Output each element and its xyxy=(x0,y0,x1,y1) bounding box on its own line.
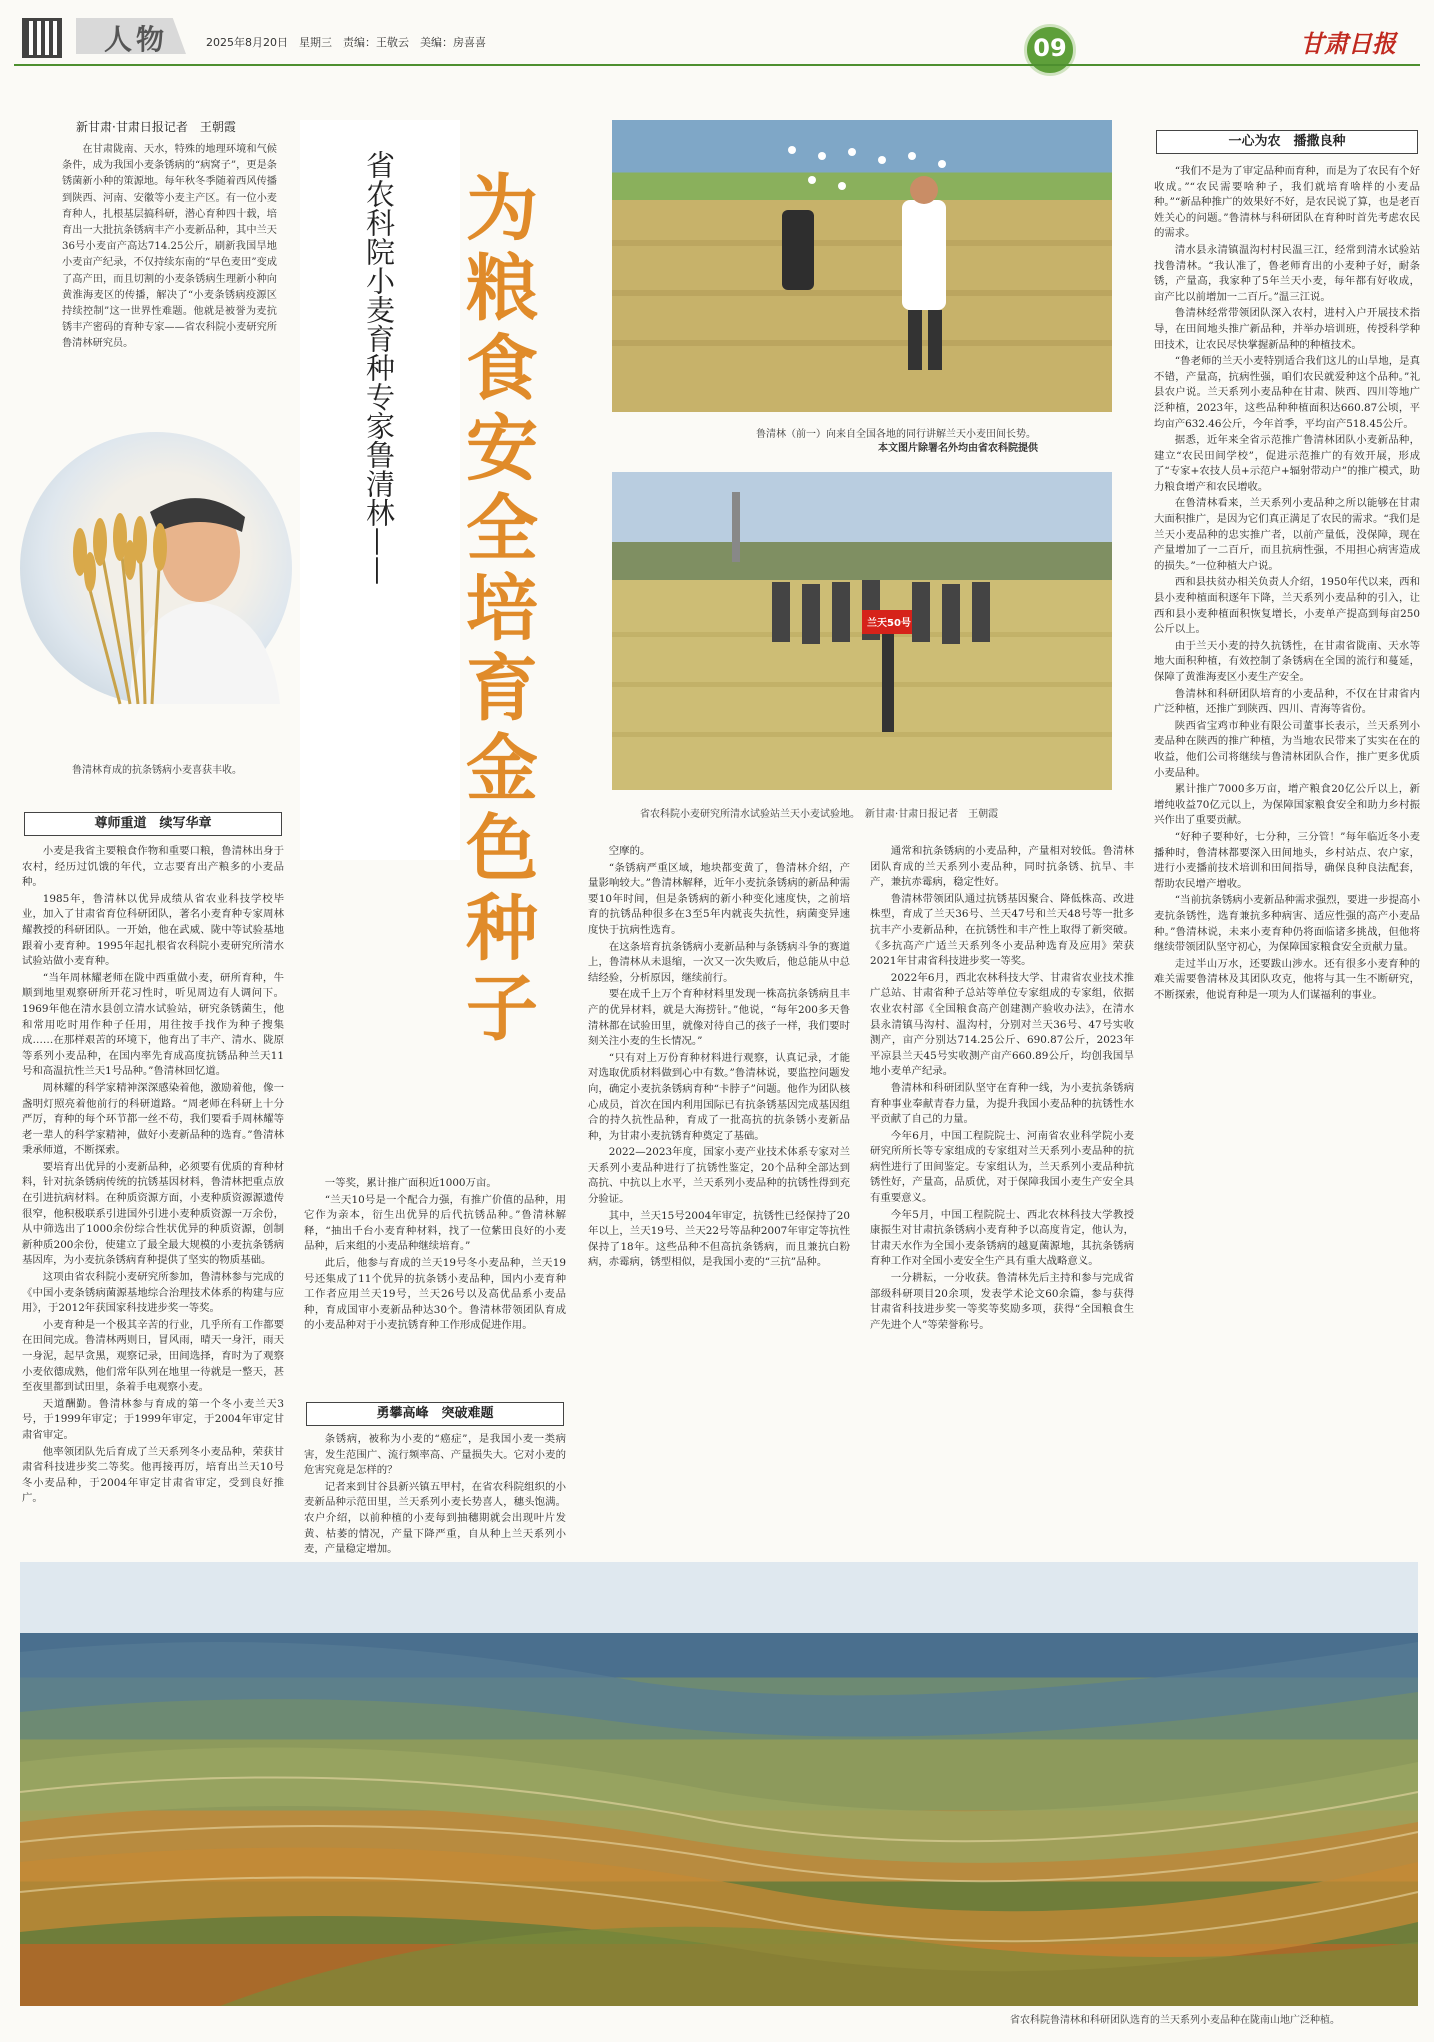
body-paragraph: 周林耀的科学家精神深深感染着他，激励着他，像一盏明灯照亮着他前行的科研道路。“周老师在科研上十分严厉，育种的每个环节都一丝不苟，我们要看手周林耀等老一辈人的科学家精神，做好小麦新品种的选育。”鲁清林秉承师道，不断探索。 xyxy=(22,1081,284,1157)
body-paragraph: 记者来到甘谷县新兴镇五甲村，在省农科院组织的小麦新品种示范田里，兰天系列小麦长势喜人，穗头饱满。农户介绍，以前种植的小麦每到抽穗期就会出现叶片发黄、枯萎的情况，产量下降严重，自从种上兰天系列小麦，产量稳定增加。 xyxy=(304,1480,566,1556)
body-paragraph: 清水县永清镇温沟村村民温三江，经常到清水试验站找鲁清林。“我认准了，鲁老师育出的小麦种子好，耐条锈，产量高，我家种了5年兰天小麦，每年都有好收成，亩产比以前增加一二百斤。”温三江说。 xyxy=(1154,243,1420,303)
body-paragraph: 在鲁清林看来，兰天系列小麦品种之所以能够在甘肃大面积推广，是因为它们真正满足了农民的需求。“我们是兰天小麦品种的忠实推广者，以前产量低，没保障，现在产量增加了一二百斤，而且抗病性强，不用担心病害造成的损失。”一位种植大户说。 xyxy=(1154,497,1420,572)
photo1-caption: 鲁清林（前一）向来自全国各地的同行讲解兰天小麦田间长势。 xyxy=(756,429,1036,440)
body-paragraph: “条锈病严重区域，地块都变黄了，鲁清林介绍，产量影响较大。”鲁清林解释，近年小麦抗条锈病的新品种需要10年时间，但是条锈病的新小种变化速度快，之前培育的抗锈品种很多在3至5年内就丧失抗性，病菌变异速度快于抗病性选育。 xyxy=(588,861,850,936)
masthead-logo: 甘肃日报 xyxy=(1300,29,1396,58)
headline-main: 为粮食安全培育金色种子 xyxy=(454,170,539,1050)
issue-date-editors: 2025年8月20日 星期三 责编：王敬云 美编：房喜喜 xyxy=(206,36,486,49)
body-paragraph: 据悉，近年来全省示范推广鲁清林团队小麦新品种，建立“农民田间学校”，促进示范推广的有效开展，形成了“专家+农技人员+示范户+辐射带动户”的推广模式，助力粮食增产和农民增收。 xyxy=(1154,434,1420,493)
body-paragraph: 小麦是我省主要粮食作物和重要口粮，鲁清林出身于农村，经历过饥饿的年代，立志要育出产粮多的小麦品种。 xyxy=(22,845,284,889)
byline: 新甘肃·甘肃日报记者 王朝霞 xyxy=(76,120,236,134)
headline-deck-text: 省农科院小麦育种专家鲁清林—— xyxy=(362,150,396,585)
body-paragraph: “兰天10号是一个配合力强，有推广价值的品种，用它作为亲本，衍生出优异的后代抗锈品种。”鲁清林解释，“抽出千台小麦育种材料，找了一位紫田良好的小麦品种，后来组的小麦品种继续培育。” xyxy=(304,1193,566,1253)
page-header xyxy=(0,0,1434,66)
body-paragraph: 要在成千上万个育种材料里发现一株高抗条锈病且丰产的优异材料，就是大海捞针。”他说，“每年200多天鲁清林都在试验田里，就像对待自己的孩子一样，我们要时刻关注小麦的生长情况。” xyxy=(588,988,850,1048)
body-paragraph: “我们不是为了审定品种而育种，而是为了农民有个好收成。”“农民需要啥种子，我们就培育啥样的小麦品种。”“新品种推广的效果好不好，是农民说了算，也是老百姓关心的问题。”鲁清林与科研团队在育种时首先考虑农民的需求。 xyxy=(1154,165,1420,240)
body-paragraph: 西和县扶贫办相关负责人介绍，1950年代以来，西和县小麦种植面积逐年下降，兰天系列小麦品种的引入，让西和县小麦种植面积恢复增长，小麦单产提高到每亩250公斤以上。 xyxy=(1154,576,1420,636)
body-paragraph: 今年6月，中国工程院院士、河南省农业科学院小麦研究所所长等专家组成的专家组对兰天系列小麦品种的抗病性进行了田间鉴定。专家组认为，兰天系列小麦品种抗锈性好，产量高，品质优，对于保障我国小麦生产安全具有重要意义。 xyxy=(870,1129,1134,1205)
body-paragraph: 通常和抗条锈病的小麦品种，产量相对较低。鲁清林团队育成的兰天系列小麦品种，同时抗条锈、抗旱、丰产，兼抗赤霉病，稳定性好。 xyxy=(870,845,1134,889)
body-paragraph: 这项由省农科院小麦研究所参加，鲁清林参与完成的《中国小麦条锈病菌源基地综合治理技术体系的构建与应用》，于2012年获国家科技进步奖一等奖。 xyxy=(22,1271,284,1315)
landscape-photo xyxy=(20,1562,1418,2006)
column-3 xyxy=(588,844,850,1552)
test-field-photo xyxy=(612,472,1112,790)
body-paragraph: “鲁老师的兰天小麦特别适合我们这儿的山旱地，是真不错，产量高，抗病性强，咱们农民就爱种这个品种。”礼县农户说。兰天系列小麦品种在甘肃、陕西、四川等地广泛种植，2023年，这些品种种植面积达660.87公顷，平均亩产632.46公斤，今年首季，平均亩产518.45公斤。 xyxy=(1154,355,1420,430)
body-paragraph: 累计推广7000多万亩，增产粮食20亿公斤以上，新增纯收益70亿元以上，为保障国家粮食安全和助力乡村振兴作出了重要贡献。 xyxy=(1154,783,1420,827)
body-paragraph: 由于兰天小麦的持久抗锈性，在甘肃省陇南、天水等地大面积种植，有效控制了条锈病在全国的流行和蔓延，保障了黄淮海麦区小麦生产安全。 xyxy=(1154,639,1420,683)
portrait-photo xyxy=(20,432,292,704)
body-paragraph: 鲁清林和科研团队坚守在育种一线，为小麦抗条锈病育种事业奉献青春力量，为提升我国小麦品种的抗锈性水平贡献了自己的力量。 xyxy=(870,1081,1134,1126)
section-title-1: 尊师重道 续写华章 xyxy=(24,812,282,836)
body-paragraph: 在这条培育抗条锈病小麦新品种与条锈病斗争的赛道上，鲁清林从未退缩，一次又一次失败后，他总能从中总结经验，分析原因，继续前行。 xyxy=(588,940,850,984)
body-paragraph: 空摩的。 xyxy=(608,845,651,857)
column-1 xyxy=(22,844,284,1505)
header-rule xyxy=(14,64,1420,66)
photo-credit: 本文图片除署名外均由省农科院提供 xyxy=(878,443,1038,454)
body-paragraph: “当前抗条锈病小麦新品种需求强烈，要进一步提高小麦抗条锈性，选育兼抗多种病害、适应性强的高产小麦品种。”鲁清林说，未来小麦育种仍将面临诸多挑战，但他将继续带领团队坚守初心，为保障国家粮食安全贡献力量。 xyxy=(1154,894,1420,954)
body-paragraph: 小麦育种是一个极其辛苦的行业，几乎所有工作都要在田间完成。鲁清林两则日，冒风雨，晴天一身汗，雨天一身泥，起早贪黑，观察记录，田间选择，育时为了观察小麦依德成熟，他们常年队列在地里一待就是一整天，甚至夜里都到试田里，条着手电观察小麦。 xyxy=(22,1318,284,1394)
variety-sign: 兰天50号 xyxy=(867,618,911,629)
field-visit-photo xyxy=(612,120,1112,412)
body-paragraph: 一分耕耘，一分收获。鲁清林先后主持和参与完成省部级科研项目20余项，发表学术论文60余篇，参与获得甘肃省科技进步奖一等奖等奖励多项，获得“全国粮食生产先进个人”等荣誉称号。 xyxy=(870,1272,1134,1331)
body-paragraph: 要培育出优异的小麦新品种，必须要有优质的育种材料，针对抗条锈病传统的抗锈基因材料，鲁清林把重点放在引进抗病材料。在种质资源方面，小麦种质资源源遗传很窄，他积极联系引进国外引进小麦种质资源一万余份，从中筛选出了1000余份综合性状优异的种质资源，创制新种质200余份，使建立了最全最大规模的小麦抗条锈病基因库，为小麦抗条锈病育种提供了坚实的物质基础。 xyxy=(22,1160,284,1267)
landscape-caption: 省农科院鲁清林和科研团队选育的兰天系列小麦品种在陇南山地广泛种植。 xyxy=(1010,2015,1340,2026)
body-paragraph: 其中，兰天15号2004年审定，抗锈性已经保持了20年以上，兰天19号、兰天22号等品种2007年审定等抗性保持了18年。这些品种不但高抗条锈病，而且兼抗白粉病，赤霉病，锈型相似，是我国小麦的“三抗”品种。 xyxy=(588,1209,850,1269)
column-4 xyxy=(870,844,1134,1552)
body-paragraph: 他率领团队先后育成了兰天系列冬小麦品种，荣获甘肃省科技进步奖二等奖。他再接再厉，培育出兰天10号冬小麦品种，于2004年审定甘肃省审定，受到良好推广。 xyxy=(22,1445,284,1505)
section-title-2: 勇攀高峰 突破难题 xyxy=(306,1402,564,1426)
qr-code xyxy=(22,18,62,58)
body-paragraph: 2022年6月，西北农林科技大学、甘肃省农业技术推广总站、甘肃省种子总站等单位专家组成的专家组，依据农业农村部《全国粮食高产创建测产验收办法》，在清水县永清镇马沟村、温沟村，分别对兰天36号、47号实收测产，亩产分别达714.25公斤、690.87公斤，2023年平凉县兰天45号实收测产亩产660.89公斤，均创我国旱地小麦单产纪录。 xyxy=(870,971,1134,1078)
body-paragraph: 1985年，鲁清林以优异成绩从省农业科技学校毕业，加入了甘肃省育位科研团队，著名小麦育种专家周林耀教授的科研团队。一开始，他在武威、陇中等试验基地跟着小麦育种。1995年起扎根省农科院小麦研究所清水试验站做小麦育种。 xyxy=(22,892,284,968)
body-paragraph: “好种子要种好，七分种，三分管！”每年临近冬小麦播种时，鲁清林都要深入田间地头，乡村站点、农户家，进行小麦播前技术培训和田间指导，确保良种良法配套，帮助农民增产增收。 xyxy=(1154,830,1420,890)
column-2a xyxy=(304,1176,566,1396)
body-paragraph: 此后，他参与育成的兰天19号冬小麦品种，兰天19号还集成了11个优异的抗条锈小麦品种，国内小麦育种工作者应用兰天19号，兰天26号以及高优品系小麦品种，育成国审小麦新品种达30个。鲁清林带领团队育成的小麦品种对于小麦抗锈育种工作形成促进作用。 xyxy=(304,1256,566,1332)
body-paragraph: 鲁清林经常带领团队深入农村，进村入户开展技术指导，在田间地头推广新品种，并举办培训班，传授科学种田技术，让农民尽快掌握新品种的种植技术。 xyxy=(1154,307,1420,351)
section-title-3: 一心为农 播撒良种 xyxy=(1156,130,1418,154)
body-paragraph: 2022—2023年度，国家小麦产业技术体系专家对兰天系列小麦品种进行了抗锈性鉴定，20个品种全部达到高抗、中抗以上水平，兰天系列小麦品种的抗锈性得到充分验证。 xyxy=(588,1146,850,1206)
lead-paragraph: 在甘肃陇南、天水，特殊的地理环境和气候条件，成为我国小麦条锈病的“病窝子”，更是条锈菌新小种的策源地。每年秋冬季随着西风传播到陕西、河南、安徽等小麦主产区。有一位小麦育种人，扎根基层搞科研，潜心育种四十载，培育出一大批抗条锈病丰产小麦新品种，其中兰天36号小麦亩产高达714.25公斤，刷新我国旱地小麦亩产纪录，不仅持续东南的“早色麦田”变成了高产田，而且切割的小麦条锈病生理新小种向黄淮海麦区的传播，解决了“小麦条锈病疫源区持续控制”这一世界性难题。他就是被誉为麦抗锈丰产密码的育种专家——省农科院小麦研究所鲁清林研究员。 xyxy=(62,144,277,350)
body-paragraph: 天道酬勤。鲁清林参与育成的第一个冬小麦兰天3号，于1999年审定；于1999年审定，于2004年审定甘肃省审定。 xyxy=(22,1397,284,1441)
body-paragraph: “当年周林耀老师在陇中西重做小麦，研所育种，牛顺到地里观察研所开花习性时，听见周边有人调问下。1969年他在清水县创立清水试验站，研究条锈菌生，他和常用吃时用作种子任用，用往按手找作为种子搜集成……在那样艰苦的环境下，他育出了丰产、清水、陇原等系列小麦品种，在国内率先育成高度抗锈品种兰天11号和高温抗性兰天1号品种。”鲁清林回忆道。 xyxy=(22,971,284,1078)
body-paragraph: 鲁清林带领团队通过抗锈基因聚合、降低株高、改进株型，育成了兰天36号、兰天47号和兰天48号等一批多抗丰产小麦新品种，在抗锈性和丰产性上取得了新突破。《多抗高产广适兰天系列冬小麦品种选育及应用》荣获2021年甘肃省科技进步奖一等奖。 xyxy=(870,892,1134,968)
portrait-caption: 鲁清林育成的抗条锈病小麦喜获丰收。 xyxy=(72,765,242,776)
page-number: 09 xyxy=(1033,34,1067,62)
column-5 xyxy=(1154,164,1420,1552)
body-paragraph: 今年5月，中国工程院院士、西北农林科技大学教授康振生对甘肃抗条锈病小麦育种予以高度肯定，他认为，甘肃天水作为全国小麦条锈病的越夏菌源地，其抗条锈病育种工作对全国小麦安全生产具有重大战略意义。 xyxy=(870,1208,1134,1268)
photo2-caption: 省农科院小麦研究所清水试验站兰天小麦试验地。 新甘肃·甘肃日报记者 王朝霞 xyxy=(640,809,999,820)
column-2b xyxy=(304,1432,566,1556)
body-paragraph: 陕西省宝鸡市种业有限公司董事长表示，兰天系列小麦品种在陕西的推广种植，为当地农民带来了实实在在的收益，他们公司将继续与鲁清林团队合作，推广更多优质小麦品种。 xyxy=(1154,719,1420,779)
body-paragraph: “只有对上万份育种材料进行观察，认真记录，才能对选取优质材料做到心中有数。”鲁清林说，要监控问题发向，确定小麦抗条锈病育种“卡脖子”问题。他作为团队核心成员，首次在国内利用国际已有抗条锈基因完成基因组合的持久抗性品种，育成了一批高抗的抗条锈小麦新品种，为甘肃小麦抗锈育种奠定了基础。 xyxy=(588,1051,850,1142)
section-name: 人物 xyxy=(104,23,169,56)
body-paragraph: 条锈病，被称为小麦的“癌症”，是我国小麦一类病害，发生范围广、流行频率高、产量损失大。它对小麦的危害究竟是怎样的？ xyxy=(304,1433,566,1477)
body-paragraph: 鲁清林和科研团队培育的小麦品种，不仅在甘肃省内广泛种植，还推广到陕西、四川、青海等省份。 xyxy=(1154,687,1420,716)
body-paragraph: 走过半山万水，还要跋山涉水。还有很多小麦育种的难关需要鲁清林及其团队攻克，他将与其一生不断研究，不断探索，他说育种是一项为人们谋福利的事业。 xyxy=(1154,957,1420,1001)
body-paragraph: 一等奖，累计推广面积近1000万亩。 xyxy=(324,1177,497,1189)
